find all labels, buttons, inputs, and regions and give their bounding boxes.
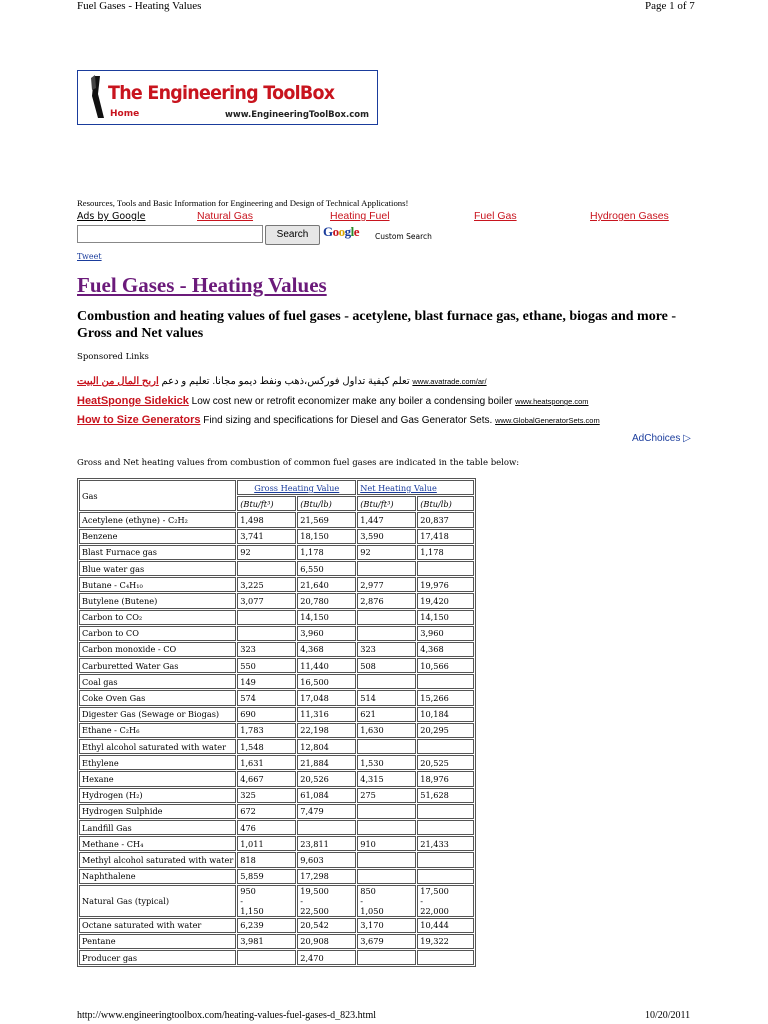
value-cell: 22,198 — [297, 723, 356, 738]
unit-header: (Btu/lb) — [297, 496, 356, 511]
table-row — [79, 690, 474, 705]
heating-values-table — [77, 478, 476, 967]
table-row — [79, 561, 474, 576]
gas-name-cell: Pentane — [79, 934, 236, 949]
gas-name-cell: Naphthalene — [79, 869, 236, 884]
value-cell: 275 — [357, 788, 416, 803]
page-number: Page 1 of 7 — [645, 0, 695, 12]
value-cell — [357, 804, 416, 819]
table-intro: Gross and Net heating values from combustion of common fuel gases are indicated in the table below: — [77, 458, 520, 468]
sponsored-item — [77, 395, 589, 407]
table-row — [79, 771, 474, 786]
custom-search-label: Custom Search — [375, 232, 432, 241]
gas-name-cell: Benzene — [79, 529, 236, 544]
sponsored-link[interactable]: اربح المال من البيت — [77, 376, 159, 387]
value-cell: 20,295 — [417, 723, 474, 738]
value-cell: 950 - 1,150 — [237, 885, 296, 917]
value-cell: 19,322 — [417, 934, 474, 949]
sponsored-url[interactable]: www.GlobalGeneratorSets.com — [495, 416, 600, 425]
gas-name-cell: Methyl alcohol saturated with water — [79, 852, 236, 867]
gas-name-cell: Hydrogen Sulphide — [79, 804, 236, 819]
gas-name-cell: Coal gas — [79, 674, 236, 689]
gas-name-cell: Hexane — [79, 771, 236, 786]
value-cell: 325 — [237, 788, 296, 803]
table-row — [79, 739, 474, 754]
value-cell: 9,603 — [297, 852, 356, 867]
sponsored-url[interactable]: www.heatsponge.com — [515, 397, 589, 406]
value-cell: 2,470 — [297, 950, 356, 965]
value-cell: 2,876 — [357, 593, 416, 608]
value-cell: 149 — [237, 674, 296, 689]
value-cell: 21,433 — [417, 836, 474, 851]
sponsored-item — [77, 376, 487, 387]
value-cell: 10,566 — [417, 658, 474, 673]
gross-heating-value-link[interactable]: Gross Heating Value — [254, 482, 340, 493]
value-cell: 21,640 — [297, 577, 356, 592]
logo-title: The Engineering ToolBox — [108, 82, 335, 104]
gas-name-cell: Coke Oven Gas — [79, 690, 236, 705]
value-cell: 574 — [237, 690, 296, 705]
google-logo: Google — [323, 224, 360, 239]
unit-header: (Btu/ft³) — [357, 496, 416, 511]
table-row — [79, 545, 474, 560]
table-row — [79, 934, 474, 949]
adchoices-link[interactable]: AdChoices ▷ — [632, 433, 691, 444]
value-cell — [417, 950, 474, 965]
value-cell: 323 — [357, 642, 416, 657]
value-cell: 1,783 — [237, 723, 296, 738]
value-cell: 21,884 — [297, 755, 356, 770]
value-cell — [357, 869, 416, 884]
gas-name-cell: Blue water gas — [79, 561, 236, 576]
value-cell: 19,500 - 22,500 — [297, 885, 356, 917]
table-row — [79, 658, 474, 673]
gas-name-cell: Carbon monoxide - CO — [79, 642, 236, 657]
table-row — [79, 610, 474, 625]
value-cell: 18,150 — [297, 529, 356, 544]
sponsored-text: تعلم كيفية تداول فوركس،ذهب ونفط ديمو مجانا. تعليم و دعم — [161, 376, 410, 387]
value-cell: 21,569 — [297, 512, 356, 527]
value-cell: 23,811 — [297, 836, 356, 851]
gas-name-cell: Hydrogen (H₂) — [79, 788, 236, 803]
value-cell: 17,500 - 22,000 — [417, 885, 474, 917]
value-cell: 514 — [357, 690, 416, 705]
value-cell: 4,368 — [297, 642, 356, 657]
value-cell: 323 — [237, 642, 296, 657]
value-cell: 476 — [237, 820, 296, 835]
table-row — [79, 723, 474, 738]
table-row — [79, 869, 474, 884]
value-cell — [357, 610, 416, 625]
value-cell: 2,977 — [357, 577, 416, 592]
gas-name-cell: Ethylene — [79, 755, 236, 770]
value-cell — [357, 626, 416, 641]
value-cell: 92 — [357, 545, 416, 560]
value-cell: 20,526 — [297, 771, 356, 786]
table-row — [79, 885, 474, 917]
tweet-link[interactable]: Tweet — [77, 252, 102, 261]
sponsored-text: Find sizing and specifications for Diesel and Gas Generator Sets. — [203, 415, 493, 426]
value-cell — [417, 561, 474, 576]
value-cell: 1,630 — [357, 723, 416, 738]
value-cell: 4,368 — [417, 642, 474, 657]
gas-name-cell: Carbon to CO₂ — [79, 610, 236, 625]
column-header-gas: Gas — [79, 480, 236, 511]
value-cell: 19,976 — [417, 577, 474, 592]
value-cell: 20,837 — [417, 512, 474, 527]
table-row — [79, 593, 474, 608]
value-cell — [357, 739, 416, 754]
gas-name-cell: Butylene (Butene) — [79, 593, 236, 608]
value-cell: 51,628 — [417, 788, 474, 803]
gas-name-cell: Octane saturated with water — [79, 918, 236, 933]
ad-link-fuel-gas[interactable]: Fuel Gas — [474, 210, 517, 222]
table-row — [79, 788, 474, 803]
logo-url: www.EngineeringToolBox.com — [225, 110, 369, 120]
value-cell: 508 — [357, 658, 416, 673]
value-cell: 20,908 — [297, 934, 356, 949]
value-cell: 1,011 — [237, 836, 296, 851]
value-cell: 1,530 — [357, 755, 416, 770]
value-cell: 92 — [237, 545, 296, 560]
search-button[interactable]: Search — [265, 225, 320, 245]
home-link[interactable]: Home — [110, 109, 140, 119]
sponsored-link[interactable]: How to Size Generators — [77, 414, 201, 426]
footer-date: 10/20/2011 — [645, 1010, 691, 1021]
value-cell: 1,178 — [417, 545, 474, 560]
table-row — [79, 820, 474, 835]
ads-by-google-link[interactable]: Ads by Google — [77, 211, 146, 222]
table-row — [79, 707, 474, 722]
value-cell — [297, 820, 356, 835]
sponsored-item — [77, 414, 600, 426]
value-cell: 20,525 — [417, 755, 474, 770]
value-cell: 7,479 — [297, 804, 356, 819]
sponsored-url[interactable]: www.avatrade.com/ar/ — [412, 377, 487, 386]
value-cell: 1,548 — [237, 739, 296, 754]
gas-name-cell: Digester Gas (Sewage or Biogas) — [79, 707, 236, 722]
value-cell: 10,184 — [417, 707, 474, 722]
gas-name-cell: Landfill Gas — [79, 820, 236, 835]
value-cell: 17,298 — [297, 869, 356, 884]
value-cell: 3,960 — [297, 626, 356, 641]
value-cell: 1,498 — [237, 512, 296, 527]
value-cell: 4,667 — [237, 771, 296, 786]
value-cell: 19,420 — [417, 593, 474, 608]
gas-name-cell: Ethane - C₂H₆ — [79, 723, 236, 738]
value-cell: 1,631 — [237, 755, 296, 770]
value-cell: 3,590 — [357, 529, 416, 544]
value-cell — [237, 626, 296, 641]
value-cell: 14,150 — [417, 610, 474, 625]
value-cell — [357, 852, 416, 867]
group-header-gross — [237, 480, 356, 495]
value-cell — [237, 950, 296, 965]
value-cell: 16,500 — [297, 674, 356, 689]
value-cell: 6,550 — [297, 561, 356, 576]
value-cell: 3,741 — [237, 529, 296, 544]
unit-header: (Btu/ft³) — [237, 496, 296, 511]
value-cell: 3,981 — [237, 934, 296, 949]
gas-name-cell: Ethyl alcohol saturated with water — [79, 739, 236, 754]
group-header-net — [357, 480, 474, 495]
table-row — [79, 529, 474, 544]
value-cell: 1,447 — [357, 512, 416, 527]
gas-name-cell: Producer gas — [79, 950, 236, 965]
value-cell: 20,542 — [297, 918, 356, 933]
value-cell: 4,315 — [357, 771, 416, 786]
page-title[interactable]: Fuel Gases - Heating Values — [77, 273, 327, 297]
ad-link-natural-gas[interactable]: Natural Gas — [197, 210, 254, 222]
value-cell — [417, 820, 474, 835]
table-row — [79, 755, 474, 770]
value-cell: 3,225 — [237, 577, 296, 592]
table-row — [79, 642, 474, 657]
value-cell — [417, 869, 474, 884]
search-input[interactable] — [77, 225, 263, 243]
ad-link-hydrogen-gases[interactable]: Hydrogen Gases — [590, 210, 669, 222]
value-cell: 3,960 — [417, 626, 474, 641]
value-cell: 850 - 1,050 — [357, 885, 416, 917]
table-header-row — [79, 480, 474, 495]
footer-url: http://www.engineeringtoolbox.com/heating-values-fuel-gases-d_823.html — [77, 1010, 377, 1021]
gas-name-cell: Carburetted Water Gas — [79, 658, 236, 673]
value-cell: 910 — [357, 836, 416, 851]
value-cell — [357, 561, 416, 576]
value-cell — [357, 950, 416, 965]
value-cell — [357, 674, 416, 689]
value-cell — [417, 804, 474, 819]
value-cell: 14,150 — [297, 610, 356, 625]
value-cell — [417, 852, 474, 867]
sponsored-links-label: Sponsored Links — [77, 352, 149, 362]
gas-name-cell: Blast Furnace gas — [79, 545, 236, 560]
unit-header: (Btu/lb) — [417, 496, 474, 511]
value-cell — [417, 674, 474, 689]
value-cell: 672 — [237, 804, 296, 819]
value-cell: 12,804 — [297, 739, 356, 754]
value-cell: 690 — [237, 707, 296, 722]
ad-link-heating-fuel[interactable]: Heating Fuel — [330, 210, 390, 222]
document-title: Fuel Gases - Heating Values — [77, 0, 202, 12]
table-row — [79, 950, 474, 965]
value-cell: 3,077 — [237, 593, 296, 608]
value-cell: 10,444 — [417, 918, 474, 933]
gas-name-cell: Methane - CH₄ — [79, 836, 236, 851]
value-cell: 11,316 — [297, 707, 356, 722]
value-cell: 3,679 — [357, 934, 416, 949]
site-tagline: Resources, Tools and Basic Information for Engineering and Design of Technical Applications! — [77, 198, 409, 208]
value-cell: 1,178 — [297, 545, 356, 560]
value-cell — [237, 561, 296, 576]
value-cell: 61,084 — [297, 788, 356, 803]
value-cell: 11,440 — [297, 658, 356, 673]
gas-name-cell: Acetylene (ethyne) - C₂H₂ — [79, 512, 236, 527]
value-cell: 818 — [237, 852, 296, 867]
value-cell: 3,170 — [357, 918, 416, 933]
table-row — [79, 804, 474, 819]
value-cell: 17,418 — [417, 529, 474, 544]
value-cell: 621 — [357, 707, 416, 722]
value-cell — [417, 739, 474, 754]
value-cell — [237, 610, 296, 625]
gas-name-cell: Carbon to CO — [79, 626, 236, 641]
value-cell: 15,266 — [417, 690, 474, 705]
table-row — [79, 512, 474, 527]
table-row — [79, 836, 474, 851]
gas-name-cell: Butane - C₄H₁₀ — [79, 577, 236, 592]
gas-name-cell: Natural Gas (typical) — [79, 885, 236, 917]
net-heating-value-link[interactable]: Net Heating Value — [360, 482, 437, 493]
sponsored-link[interactable]: HeatSponge Sidekick — [77, 395, 189, 407]
table-row — [79, 852, 474, 867]
value-cell: 20,780 — [297, 593, 356, 608]
value-cell: 18,976 — [417, 771, 474, 786]
value-cell: 6,239 — [237, 918, 296, 933]
page-subtitle: Combustion and heating values of fuel gases - acetylene, blast furnace gas, ethane, biogas and more - Gross and Net values — [77, 309, 677, 341]
table-row — [79, 918, 474, 933]
value-cell: 5,859 — [237, 869, 296, 884]
value-cell: 550 — [237, 658, 296, 673]
table-row — [79, 577, 474, 592]
table-row — [79, 674, 474, 689]
table-row — [79, 626, 474, 641]
sponsored-text: Low cost new or retrofit economizer make any boiler a condensing boiler — [191, 396, 513, 407]
value-cell: 17,048 — [297, 690, 356, 705]
value-cell — [357, 820, 416, 835]
